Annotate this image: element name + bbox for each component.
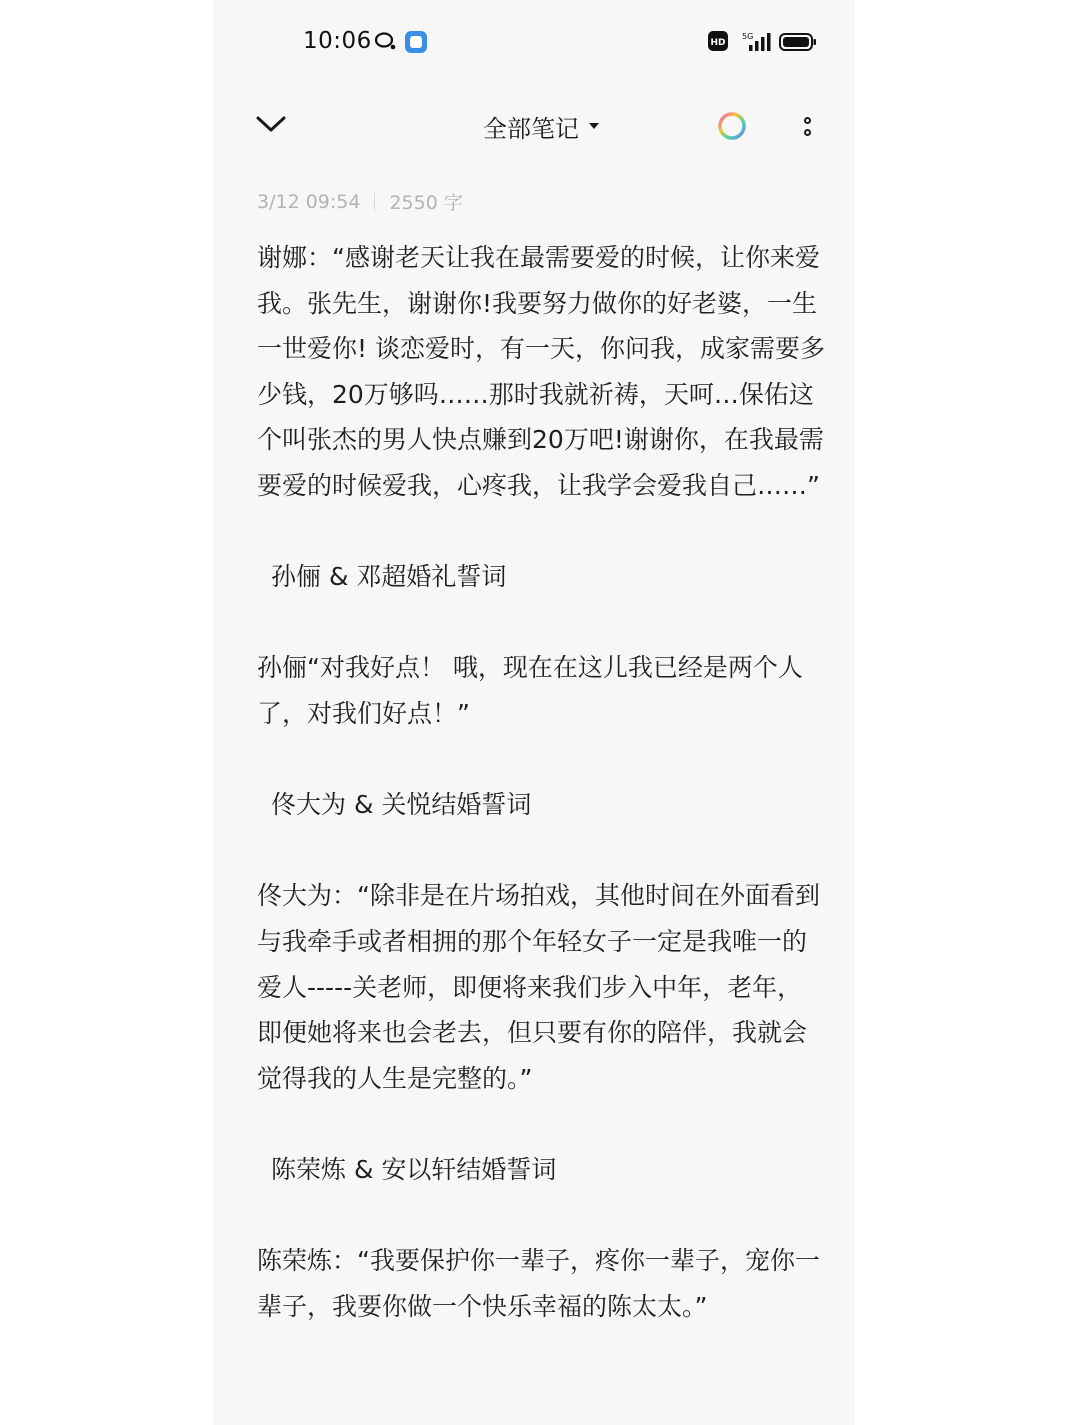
more-options-button[interactable]	[795, 108, 819, 144]
svg-text:HD: HD	[710, 38, 726, 48]
note-paragraph: 陈荣炼：“我要保护你一辈子，疼你一辈子，宠你一辈子，我要你做一个快乐幸福的陈太太。”	[257, 1246, 820, 1321]
chat-bubble-icon	[373, 30, 397, 56]
battery-icon	[779, 32, 817, 56]
note-toolbar	[213, 96, 855, 156]
chevron-down-icon	[255, 114, 287, 138]
note-meta	[257, 188, 463, 215]
meta-divider	[374, 193, 375, 211]
note-word-count: 2550 字	[389, 192, 463, 214]
hd-icon	[707, 30, 729, 56]
note-heading: 佟大为 & 关悦结婚誓词	[271, 790, 532, 820]
caret-down-icon	[589, 123, 599, 129]
note-paragraph: 孙俪“对我好点！ 哦，现在在这儿我已经是两个人了，对我们好点！”	[257, 653, 803, 728]
color-ring-icon	[715, 128, 749, 147]
app-notification-icon	[404, 30, 428, 58]
status-time: 10:06	[303, 28, 372, 54]
collapse-button[interactable]	[251, 106, 291, 146]
signal-icon	[735, 30, 771, 58]
more-vertical-icon	[804, 117, 811, 124]
color-ring-button[interactable]	[715, 109, 749, 143]
svg-text:5G: 5G	[742, 32, 754, 41]
phone-screen	[213, 0, 855, 1425]
folder-title: 全部笔记	[483, 114, 579, 143]
note-heading: 陈荣炼 & 安以轩结婚誓词	[271, 1154, 557, 1184]
note-date: 3/12 09:54	[257, 190, 361, 213]
note-paragraph: 谢娜：“感谢老天让我在最需要爱的时候，让你来爱我。张先生，谢谢你!我要努力做你的好老婆，一生一世爱你! 谈恋爱时，有一天，你问我，成家需要多少钱，20万够吗……那时我就祈祷，天呵…保佑这个叫张杰的男人快点赚到20万吧!谢谢你，在我最需要爱的时候爱我，心疼我，让我学会爱我自己……”	[257, 243, 825, 500]
note-body[interactable]	[257, 235, 827, 1375]
folder-selector-dropdown[interactable]	[483, 108, 599, 144]
note-paragraph: 佟大为：“除非是在片场拍戏，其他时间在外面看到与我牵手或者相拥的那个年轻女子一定是我唯一的爱人-----关老师，即便将来我们步入中年，老年，即便她将来也会老去，但只要有你的陪伴，我就会觉得我的人生是完整的。”	[257, 881, 820, 1093]
note-heading: 孙俪 & 邓超婚礼誓词	[271, 562, 507, 592]
status-bar	[213, 0, 855, 84]
